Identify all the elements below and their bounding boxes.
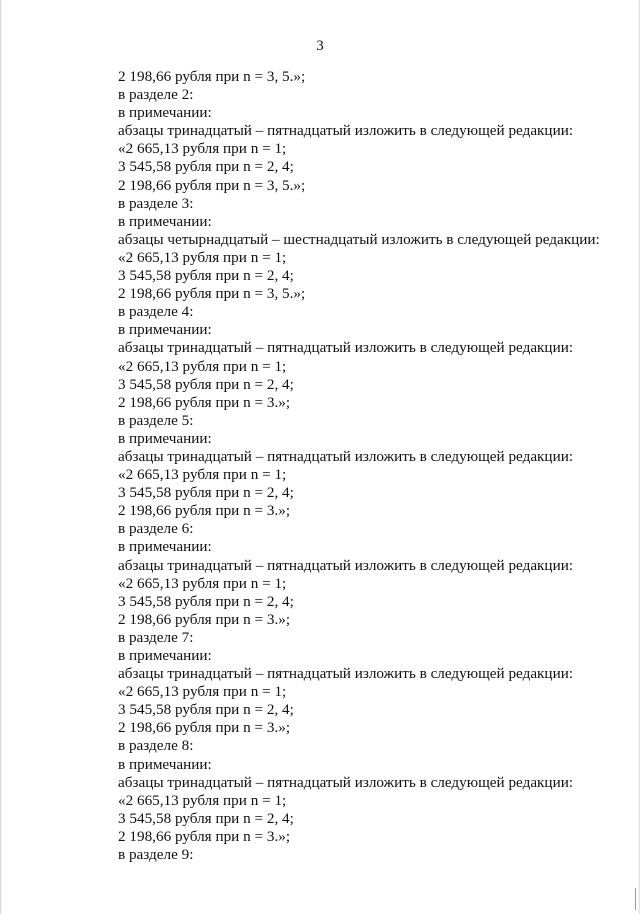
text-line: 2 198,66 рубля при n = 3.»; [118, 393, 291, 411]
text-line: 3 545,58 рубля при n = 2, 4; [118, 484, 294, 502]
text-line: абзацы тринадцатый – пятнадцатый изложить в следующей редакции: [118, 447, 574, 465]
text-line: «2 665,13 рубля при n = 1; [118, 791, 287, 809]
text-line: «2 665,13 рубля при n = 1; [118, 466, 287, 484]
text-line: «2 665,13 рубля при n = 1; [118, 683, 287, 701]
text-line: в примечании: [118, 212, 212, 230]
text-line: 2 198,66 рубля при n = 3.»; [118, 719, 291, 737]
text-line: 2 198,66 рубля при n = 3.»; [118, 502, 291, 520]
text-line: в примечании: [118, 429, 212, 447]
text-line: в разделе 3: [118, 194, 194, 212]
text-line: в примечании: [118, 538, 212, 556]
text-line: 3 545,58 рубля при n = 2, 4; [118, 809, 294, 827]
text-line: 2 198,66 рубля при n = 3, 5.»; [118, 68, 306, 85]
text-line: «2 665,13 рубля при n = 1; [118, 248, 287, 266]
scan-artifact [635, 888, 636, 910]
text-line: в разделе 7: [118, 628, 194, 646]
page-number: 3 [316, 38, 324, 54]
text-line: 2 198,66 рубля при n = 3.»; [118, 610, 291, 628]
text-line: «2 665,13 рубля при n = 1; [118, 140, 287, 158]
text-line: в разделе 8: [118, 737, 194, 755]
text-line: в разделе 5: [118, 411, 194, 429]
document-body [118, 68, 620, 864]
text-line: 2 198,66 рубля при n = 3.»; [118, 827, 291, 845]
text-line: абзацы четырнадцатый – шестнадцатый изложить в следующей редакции: [118, 230, 600, 248]
text-line: 3 545,58 рубля при n = 2, 4; [118, 375, 294, 393]
text-line: в разделе 9: [118, 846, 194, 864]
text-line: 2 198,66 рубля при n = 3, 5.»; [118, 176, 306, 194]
text-line: 3 545,58 рубля при n = 2, 4; [118, 592, 294, 610]
text-line: абзацы тринадцатый – пятнадцатый изложить в следующей редакции: [118, 339, 574, 357]
text-line: в разделе 4: [118, 303, 194, 321]
text-line: 2 198,66 рубля при n = 3, 5.»; [118, 285, 306, 303]
text-line: абзацы тринадцатый – пятнадцатый изложить в следующей редакции: [118, 773, 574, 791]
page-left-edge [0, 0, 2, 914]
text-line: в примечании: [118, 647, 212, 664]
text-line: 3 545,58 рубля при n = 2, 4; [118, 267, 294, 285]
text-line: 3 545,58 рубля при n = 2, 4; [118, 701, 294, 719]
text-line: в примечании: [118, 104, 212, 122]
text-line: в примечании: [118, 755, 212, 773]
text-line: в примечании: [118, 321, 212, 339]
text-line: абзацы тринадцатый – пятнадцатый изложить в следующей редакции: [118, 556, 574, 574]
text-line: абзацы тринадцатый – пятнадцатый изложить в следующей редакции: [118, 665, 574, 683]
text-line: абзацы тринадцатый – пятнадцатый изложить в следующей редакции: [118, 122, 574, 140]
text-line: «2 665,13 рубля при n = 1; [118, 574, 287, 592]
text-line: 3 545,58 рубля при n = 2, 4; [118, 158, 294, 176]
text-line: «2 665,13 рубля при n = 1; [118, 357, 287, 375]
text-line: в разделе 6: [118, 520, 194, 538]
text-line: в разделе 2: [118, 86, 194, 104]
